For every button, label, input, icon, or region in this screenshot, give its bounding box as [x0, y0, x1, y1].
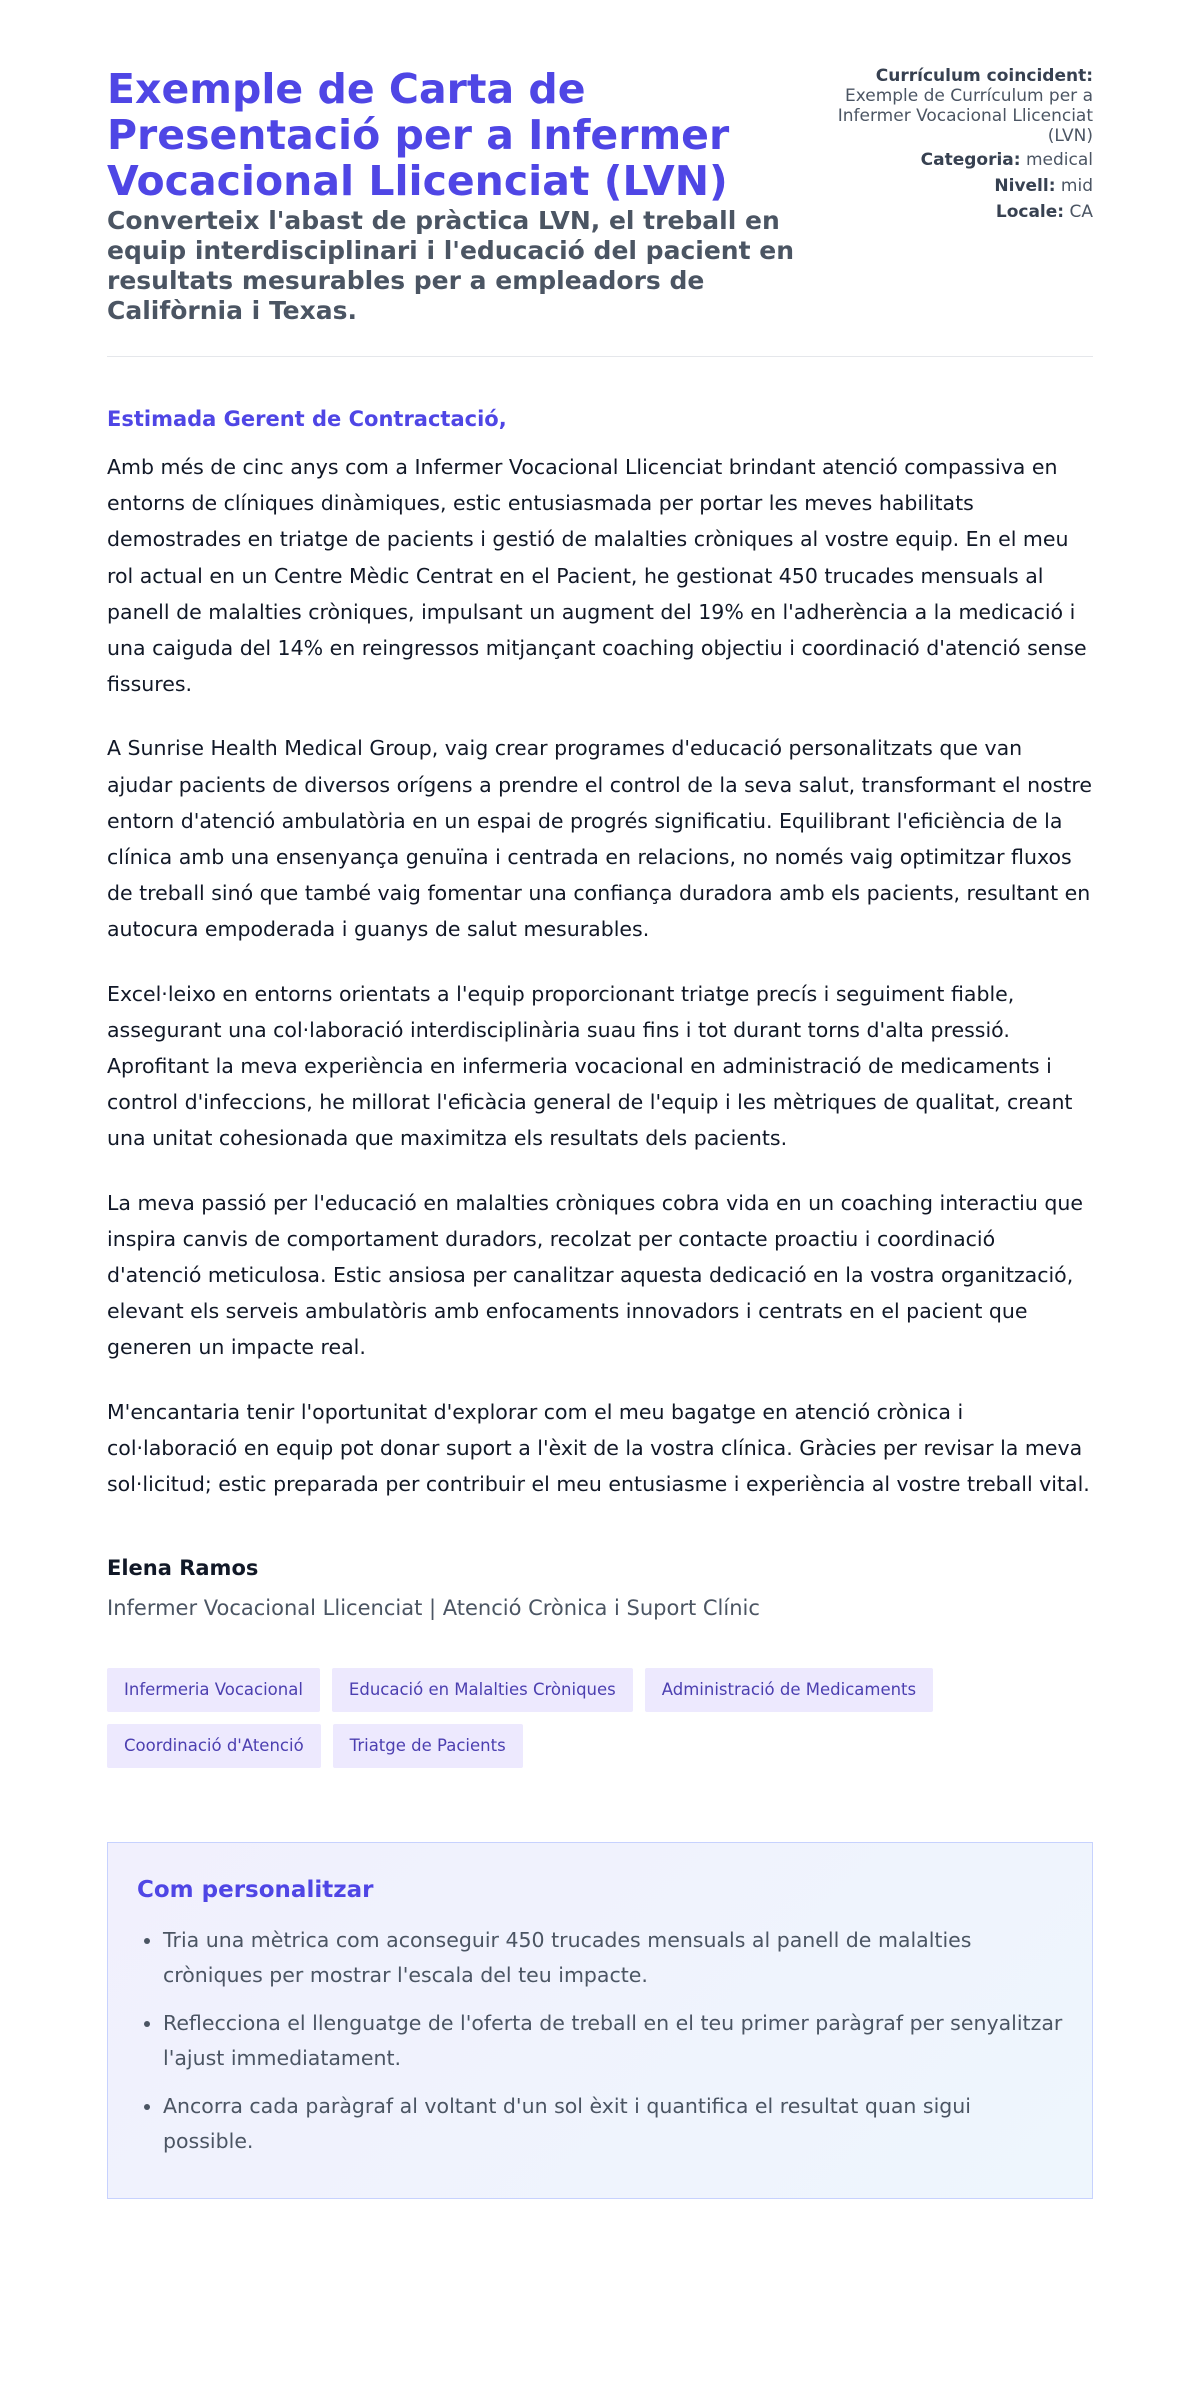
tips-title: Com personalitzar [137, 1877, 374, 1904]
meta-resume [833, 66, 1093, 146]
page-title: Exemple de Carta de Presentació per a Infermer Vocacional Llicenciat (LVN) [107, 65, 730, 205]
meta-category-value: medical [1025, 150, 1093, 170]
skill-tag: Coordinació d'Atenció [107, 1724, 321, 1768]
meta-panel [833, 66, 1093, 228]
letter-paragraph: Excel·leixo en entorns orientats a l'equip proporcionant triatge precís i seguiment fiable, assegurant una col·laboració interdisciplinària suau fins i tot durant torns d'alta pressió. Aprofitant la meva experiència en infermeria vocacional en administració de medicaments i control d'infeccions, he millorat l'eficàcia general de l'equip i les mètriques de qualitat, creant una unitat cohesionada que maximitza els resultats dels pacients. [107, 981, 1073, 1151]
skill-tag: Educació en Malalties Cròniques [332, 1668, 633, 1712]
meta-locale-value: CA [1069, 202, 1093, 222]
letter-paragraph: Amb més de cinc anys com a Infermer Vocacional Llicenciat brindant atenció compassiva en entorns de clíniques dinàmiques, estic entusiasmada per portar les meves habilitats demostrades en triatge de pacients i gestió de malalties cròniques al vostre equip. En el meu rol actual en un Centre Mèdic Centrat en el Pacient, he gestionat 450 trucades mensuals al panell de malalties cròniques, impulsant un augment del 19% en l'adherència a la medicació i una caiguda del 14% en reingressos mitjançant coaching objectiu i coordinació d'atenció sense fissures. [107, 455, 1087, 697]
meta-level-label: Nivell: [994, 176, 1056, 196]
letter-paragraph: La meva passió per l'educació en malalties cròniques cobra vida en un coaching interactiu que inspira canvis de comportament duradors, recolzat per contacte proactiu i coordinació d'atenció meticulosa. Estic ansiosa per canalitzar aquesta dedicació en la vostra organització, elevant els serveis ambulatòris amb enfocaments innovadors i centrats en el pacient que generen un impacte real. [107, 1190, 1083, 1360]
customize-tips-box [107, 1842, 1093, 2199]
letter-paragraph: M'encantaria tenir l'oportunitat d'explorar com el meu bagatge en atenció crònica i col·laboració en equip pot donar suport a l'èxit de la vostra clínica. Gràcies per revisar la meva sol·licitud; estic preparada per contribuir el meu entusiasme i experiència al vostre treball vital. [107, 1399, 1090, 1497]
page-header [107, 0, 1093, 356]
letter-paragraphs [107, 449, 1093, 1502]
meta-category-label: Categoria: [920, 150, 1021, 170]
meta-level [833, 176, 1093, 196]
salutation: Estimada Gerent de Contractació, [107, 407, 507, 431]
tip-item: • Ancorra cada paràgraf al voltant d'un sol èxit i quantifica el resultat quan sigui possible. [163, 2089, 1063, 2159]
letter-paragraph: A Sunrise Health Medical Group, vaig crear programes d'educació personalitzats que van ajudar pacients de diversos orígens a prendre el control de la seva salut, transformant el nostre entorn d'atenció ambulatòria en un espai de progrés significatiu. Equilibrant l'eficiència de la clínica amb una ensenyança genuïna i centrada en relacions, no només vaig optimitzar fluxos de treball sinó que també vaig fomentar una confiança duradora amb els pacients, resultant en autocura empoderada i guanys de salut mesurables. [107, 736, 1092, 942]
skill-tags [107, 1668, 987, 1768]
tip-item: • Reflecciona el llenguatge de l'oferta de treball en el teu primer paràgraf per senyalitzar l'ajust immediatament. [163, 2006, 1063, 2076]
skill-tag: Triatge de Pacients [333, 1724, 523, 1768]
page-subtitle: Converteix l'abast de pràctica LVN, el treball en equip interdisciplinari i l'educació del pacient en resultats mesurables per a empleadors de Califòrnia i Texas. [107, 206, 794, 325]
meta-resume-label: Currículum coincident: [875, 66, 1093, 86]
signature-block [107, 1554, 1093, 1622]
meta-resume-value[interactable]: Exemple de Currículum per a Infermer Vocacional Llicenciat (LVN) [837, 86, 1093, 146]
meta-level-value: mid [1060, 176, 1093, 196]
meta-category [833, 150, 1093, 170]
signature-title: Infermer Vocacional Llicenciat | Atenció Crònica i Suport Clínic [107, 1596, 760, 1621]
tips-list [137, 1923, 1063, 2159]
letter-body [107, 405, 1093, 1502]
skill-tag: Administració de Medicaments [645, 1668, 933, 1712]
meta-locale-label: Locale: [995, 202, 1065, 222]
meta-locale [833, 202, 1093, 222]
tip-item: • Tria una mètrica com aconseguir 450 trucades mensuals al panell de malalties cròniques per mostrar l'escala del teu impacte. [163, 1923, 1063, 1993]
header-divider [107, 356, 1093, 357]
signature-name: Elena Ramos [107, 1556, 259, 1581]
skill-tag: Infermeria Vocacional [107, 1668, 320, 1712]
